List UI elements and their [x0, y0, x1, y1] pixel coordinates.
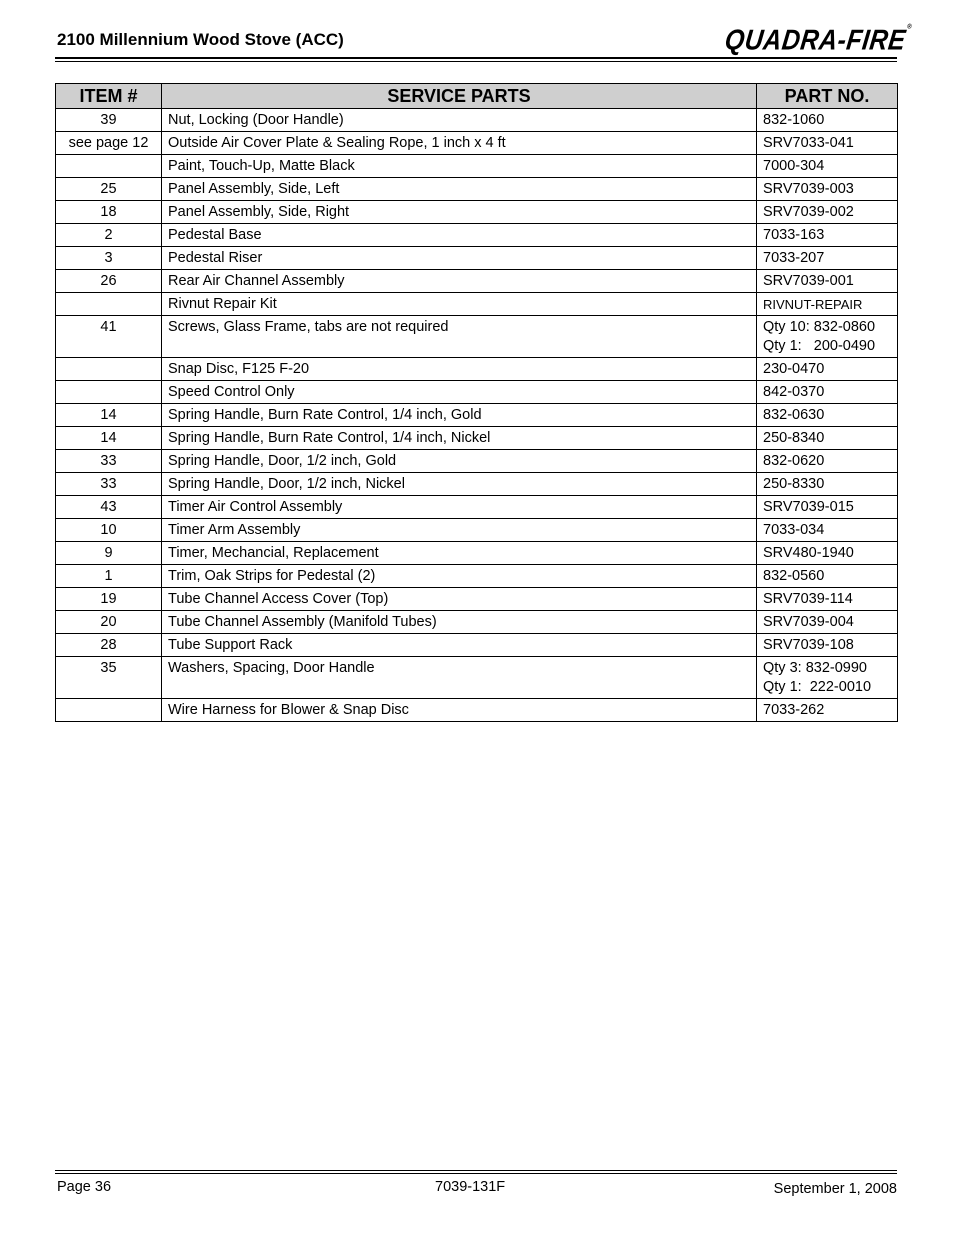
table-header-row	[56, 84, 898, 109]
service-part-cell: Pedestal Base	[162, 224, 757, 247]
part-number-cell: SRV7039-001	[757, 270, 898, 293]
item-number-cell: 25	[56, 178, 162, 201]
table-row	[56, 657, 898, 699]
table-row	[56, 224, 898, 247]
page-number: Page 36	[57, 1179, 112, 1195]
item-number-cell: 18	[56, 201, 162, 224]
part-number-cell: SRV7033-041	[757, 132, 898, 155]
table-row	[56, 109, 898, 132]
column-header-service-parts: SERVICE PARTS	[162, 84, 757, 109]
service-part-cell: Spring Handle, Burn Rate Control, 1/4 inch, Nickel	[162, 427, 757, 450]
header-rule	[55, 57, 897, 59]
table-row	[56, 155, 898, 178]
item-number-cell	[56, 358, 162, 381]
service-part-cell: Wire Harness for Blower & Snap Disc	[162, 699, 757, 722]
table-body	[56, 109, 898, 722]
table-row	[56, 178, 898, 201]
table-row	[56, 634, 898, 657]
item-number-cell: 9	[56, 542, 162, 565]
item-number-cell: 2	[56, 224, 162, 247]
service-part-cell: Paint, Touch-Up, Matte Black	[162, 155, 757, 178]
service-part-cell: Rear Air Channel Assembly	[162, 270, 757, 293]
table-row	[56, 473, 898, 496]
column-header-item: ITEM #	[56, 84, 162, 109]
service-part-cell: Timer Air Control Assembly	[162, 496, 757, 519]
service-part-cell: Trim, Oak Strips for Pedestal (2)	[162, 565, 757, 588]
item-number-cell: 14	[56, 404, 162, 427]
item-number-cell: 39	[56, 109, 162, 132]
part-number-cell: Qty 3: 832-0990 Qty 1: 222-0010	[757, 657, 898, 699]
service-parts-table	[55, 83, 898, 722]
item-number-cell	[56, 293, 162, 316]
brand-logo-text: QUADRA-FIRE	[723, 24, 908, 57]
item-number-cell	[56, 699, 162, 722]
table-row	[56, 542, 898, 565]
service-part-cell: Washers, Spacing, Door Handle	[162, 657, 757, 699]
service-part-cell: Spring Handle, Door, 1/2 inch, Gold	[162, 450, 757, 473]
registered-mark: ®	[906, 24, 913, 31]
part-number-cell: SRV7039-003	[757, 178, 898, 201]
part-number-cell: SRV7039-002	[757, 201, 898, 224]
part-number-cell: SRV7039-114	[757, 588, 898, 611]
item-number-cell	[56, 381, 162, 404]
part-number-cell: 7033-163	[757, 224, 898, 247]
service-part-cell: Tube Support Rack	[162, 634, 757, 657]
part-number-cell: 7033-034	[757, 519, 898, 542]
page-title: 2100 Millennium Wood Stove (ACC)	[57, 30, 344, 49]
table-row	[56, 450, 898, 473]
table-row	[56, 270, 898, 293]
service-part-cell: Speed Control Only	[162, 381, 757, 404]
service-part-cell: Outside Air Cover Plate & Sealing Rope, 1 inch x 4 ft	[162, 132, 757, 155]
part-number-cell: SRV7039-108	[757, 634, 898, 657]
service-part-cell: Spring Handle, Door, 1/2 inch, Nickel	[162, 473, 757, 496]
part-number-cell: 250-8340	[757, 427, 898, 450]
item-number-cell: see page 12	[56, 132, 162, 155]
footer-rule	[55, 1170, 897, 1171]
table-row	[56, 293, 898, 316]
table-row	[56, 611, 898, 634]
service-part-cell: Pedestal Riser	[162, 247, 757, 270]
item-number-cell	[56, 155, 162, 178]
service-part-cell: Tube Channel Access Cover (Top)	[162, 588, 757, 611]
document-date: September 1, 2008	[773, 1181, 897, 1197]
table-row	[56, 699, 898, 722]
table-row	[56, 588, 898, 611]
item-number-cell: 41	[56, 316, 162, 358]
part-number-cell: 230-0470	[757, 358, 898, 381]
part-number-cell: 832-0620	[757, 450, 898, 473]
item-number-cell: 33	[56, 450, 162, 473]
item-number-cell: 28	[56, 634, 162, 657]
item-number-cell: 10	[56, 519, 162, 542]
table-row	[56, 381, 898, 404]
service-part-cell: Tube Channel Assembly (Manifold Tubes)	[162, 611, 757, 634]
column-header-part-no: PART NO.	[757, 84, 898, 109]
service-part-cell: Rivnut Repair Kit	[162, 293, 757, 316]
item-number-cell: 43	[56, 496, 162, 519]
item-number-cell: 33	[56, 473, 162, 496]
item-number-cell: 1	[56, 565, 162, 588]
brand-logo	[723, 24, 912, 57]
item-number-cell: 35	[56, 657, 162, 699]
part-number-cell: 842-0370	[757, 381, 898, 404]
service-part-cell: Panel Assembly, Side, Left	[162, 178, 757, 201]
footer-rule-thin	[55, 1173, 897, 1174]
item-number-cell: 19	[56, 588, 162, 611]
table-row	[56, 358, 898, 381]
table-row	[56, 132, 898, 155]
header-rule-thin	[55, 61, 897, 62]
part-number-cell: SRV7039-004	[757, 611, 898, 634]
service-part-cell: Screws, Glass Frame, tabs are not required	[162, 316, 757, 358]
table-row	[56, 565, 898, 588]
table-row	[56, 496, 898, 519]
service-part-cell: Timer, Mechancial, Replacement	[162, 542, 757, 565]
table-row	[56, 201, 898, 224]
part-number-cell: SRV7039-015	[757, 496, 898, 519]
part-number-cell: RIVNUT-REPAIR	[757, 293, 898, 316]
part-number-cell: 832-0560	[757, 565, 898, 588]
part-number-cell: 7033-262	[757, 699, 898, 722]
service-part-cell: Panel Assembly, Side, Right	[162, 201, 757, 224]
part-number-cell: 7000-304	[757, 155, 898, 178]
item-number-cell: 14	[56, 427, 162, 450]
part-number-cell: 832-1060	[757, 109, 898, 132]
table-row	[56, 316, 898, 358]
table-row	[56, 404, 898, 427]
part-number-cell: SRV480-1940	[757, 542, 898, 565]
part-number-cell: Qty 10: 832-0860 Qty 1: 200-0490	[757, 316, 898, 358]
document-number: 7039-131F	[435, 1179, 506, 1195]
service-part-cell: Timer Arm Assembly	[162, 519, 757, 542]
table-row	[56, 519, 898, 542]
table-row	[56, 247, 898, 270]
part-number-cell: 832-0630	[757, 404, 898, 427]
item-number-cell: 26	[56, 270, 162, 293]
item-number-cell: 20	[56, 611, 162, 634]
item-number-cell: 3	[56, 247, 162, 270]
table-row	[56, 427, 898, 450]
service-part-cell: Spring Handle, Burn Rate Control, 1/4 inch, Gold	[162, 404, 757, 427]
service-part-cell: Snap Disc, F125 F-20	[162, 358, 757, 381]
part-number-cell: 7033-207	[757, 247, 898, 270]
part-number-cell: 250-8330	[757, 473, 898, 496]
service-part-cell: Nut, Locking (Door Handle)	[162, 109, 757, 132]
